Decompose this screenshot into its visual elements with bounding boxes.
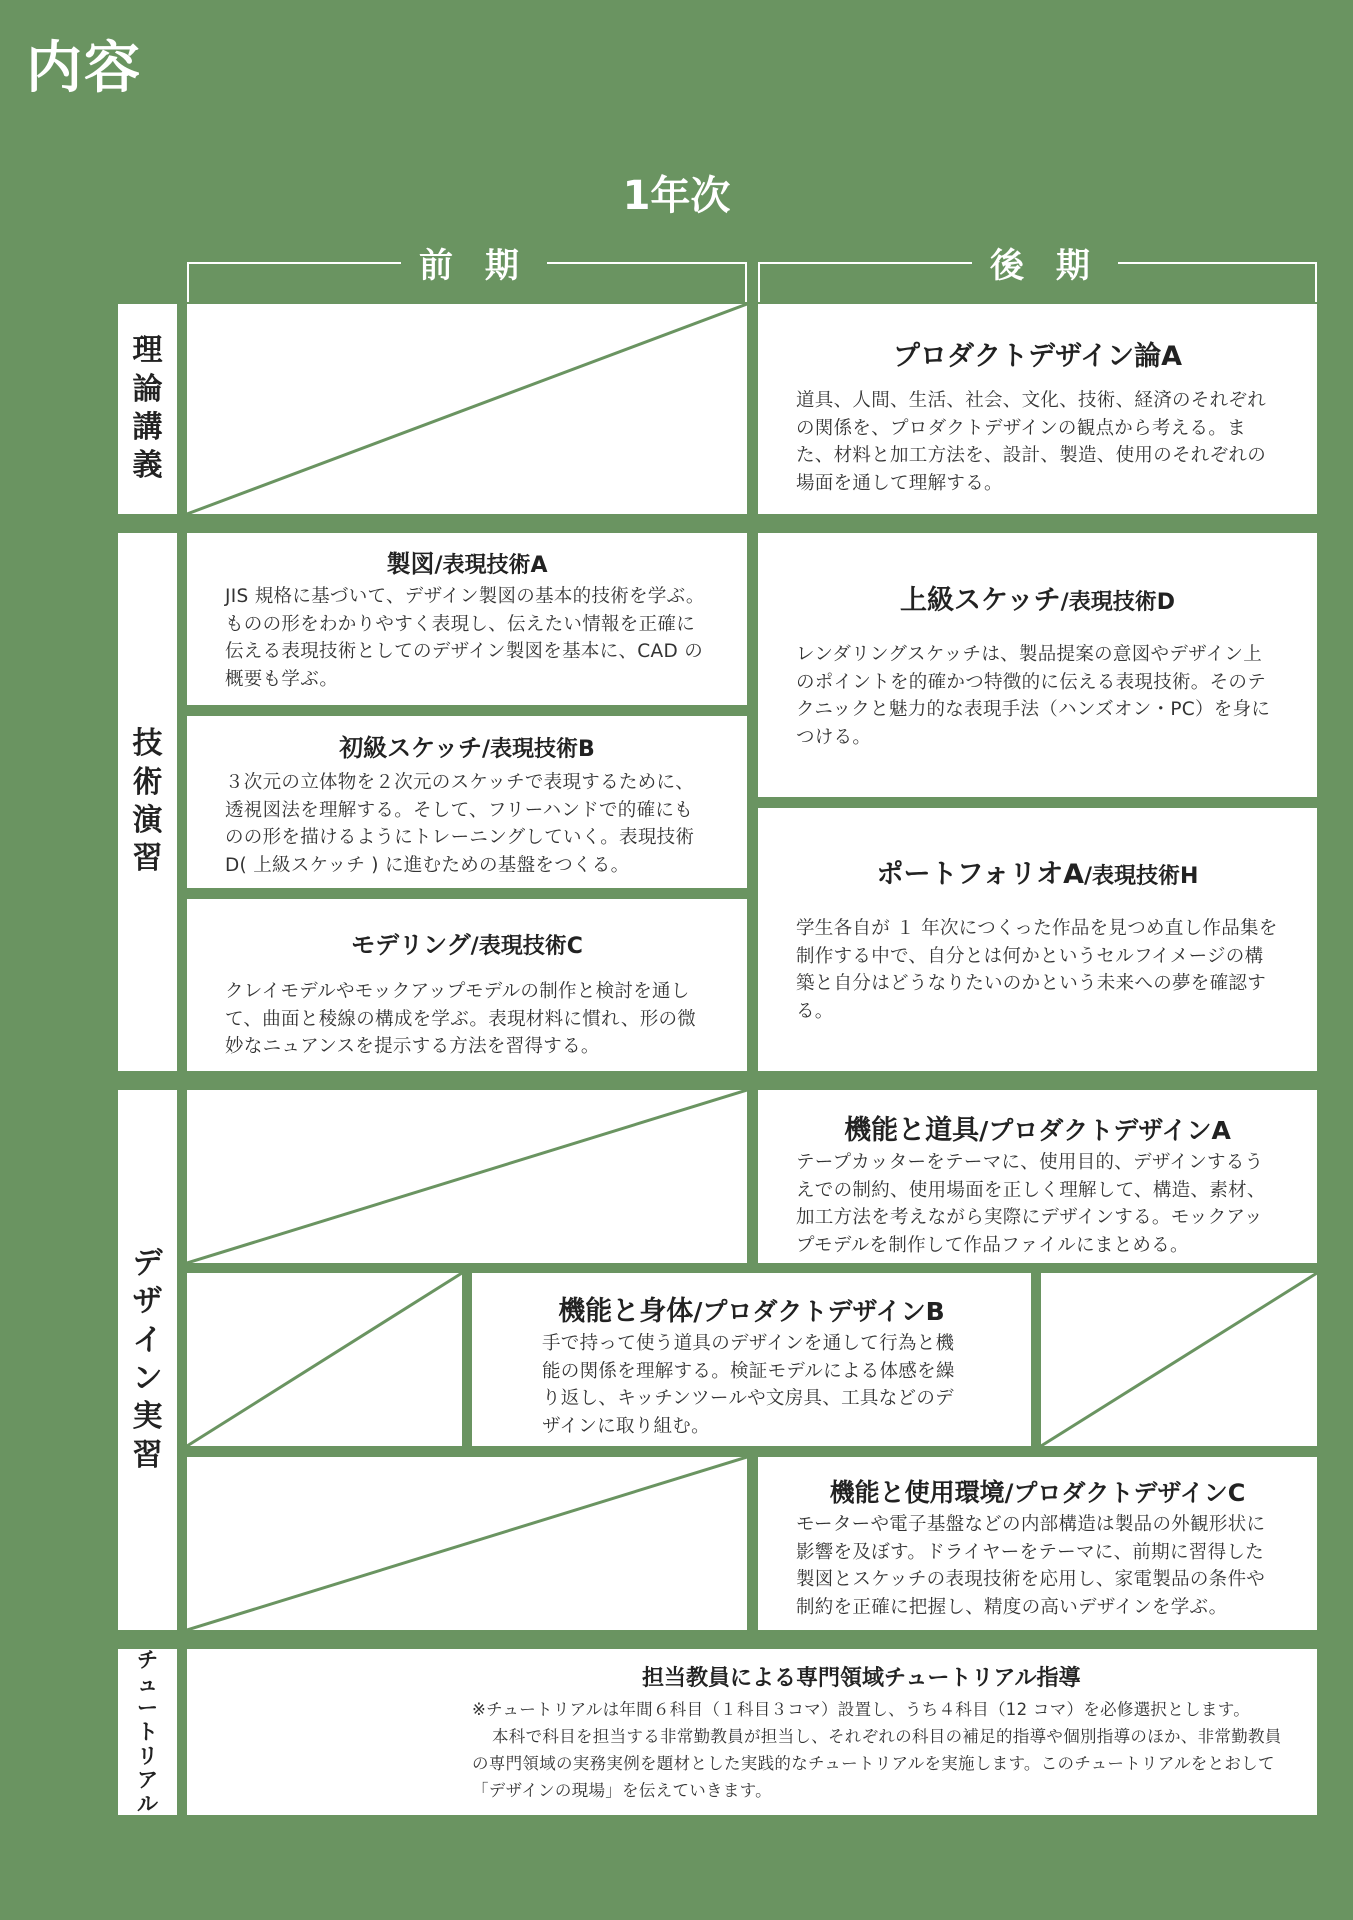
cell-title-main: 機能と使用環境 <box>829 1478 1005 1507</box>
row-label-char: 義 <box>132 448 163 484</box>
row-label-char: 理 <box>132 333 163 369</box>
empty-cell-design-a-first <box>187 1090 747 1263</box>
cell-title <box>542 1289 961 1328</box>
empty-cell-design-c-first <box>187 1457 747 1630</box>
cell-title <box>225 728 709 763</box>
cell-title-sub: /プロダクトデザインA <box>979 1116 1231 1145</box>
cell-title-main: 担当教員による専門領域チュートリアル指導 <box>642 1666 1081 1691</box>
cell-title-main: 初級スケッチ <box>339 734 482 762</box>
row-label-tutorial <box>118 1649 177 1815</box>
cell-text: 手で持って使う道具のデザインを通して行為と機能の関係を理解する。検証モデルによる体感を繰り返し、キッチンツールや文房具、工具などのデザインに取り組む。 <box>542 1333 955 1437</box>
row-label-char: 講 <box>132 410 163 445</box>
cell-title <box>796 578 1279 617</box>
cell-title-sub: /表現技術C <box>470 934 583 959</box>
cell-text: 道具、人間、生活、社会、文化、技術、経済のそれぞれの関係を、プロダクトデザインの観点から考える。また、材料と加工方法を、設計、製造、使用のそれぞれの場面を通して理解する。 <box>796 390 1267 494</box>
cell-title-main: 機能と身体 <box>558 1296 694 1327</box>
year-title: 1年次 <box>622 173 731 219</box>
cell-text: テープカッターをテーマに、使用目的、デザインするうえでの制約、使用場面を正しく理解して、構造、素材、加工方法を考えながら実際にデザインする。モックアップモデルを制作して作品ファイルにまとめる。 <box>796 1152 1266 1256</box>
cell-title-main: 上級スケッチ <box>900 585 1061 616</box>
diagonal-slash <box>187 1457 747 1630</box>
cell-drafting <box>187 533 747 705</box>
cell-function-tools <box>758 1090 1317 1263</box>
cell-title-sub: /表現技術B <box>482 737 595 762</box>
empty-cell-design-b-left <box>187 1273 462 1446</box>
cell-tutorial <box>187 1649 1317 1815</box>
cell-title-sub: /プロダクトデザインC <box>1004 1479 1246 1507</box>
cell-title-sub: /表現技術A <box>434 553 548 578</box>
row-label-char: デ <box>132 1245 163 1281</box>
cell-function-body <box>472 1273 1031 1446</box>
second-term-label: 後 期 <box>972 238 1118 287</box>
cell-portfolio <box>758 808 1317 1071</box>
tutorial-note: ※チュートリアルは年間６科目（１科目３コマ）設置し、うち４科目（12 コマ）を必修選択とします。 <box>472 1700 1250 1719</box>
cell-text: レンダリングスケッチは、製品提案の意図やデザイン上のポイントを的確かつ特徴的に伝える表現技術。そのテクニックと魅力的な表現手法（ハンズオン・PC）を身につける。 <box>796 644 1271 748</box>
cell-pd-theory-a <box>758 304 1317 514</box>
empty-cell-design-b-right <box>1041 1273 1317 1446</box>
diagonal-slash <box>187 304 747 514</box>
cell-text: モーターや電子基盤などの内部構造は製品の外観形状に影響を及ぼす。ドライヤーをテーマに、前期に習得した製図とスケッチの表現技術を応用し、家電製品の条件や制約を正確に把握し、精度の高いデザインを学ぶ。 <box>796 1514 1266 1618</box>
row-label-char: ー <box>137 1695 158 1720</box>
row-label-char: イ <box>132 1322 163 1358</box>
cell-title-main: プロダクトデザイン論A <box>892 341 1182 372</box>
cell-modeling <box>187 899 747 1071</box>
row-label-design <box>118 1090 177 1630</box>
diagonal-slash <box>187 1273 462 1446</box>
row-label-char: 習 <box>132 1437 163 1473</box>
cell-basic-sketch <box>187 716 747 888</box>
cell-title-sub: /表現技術H <box>1084 864 1199 889</box>
row-label-char: ト <box>137 1719 158 1744</box>
tutorial-text: 本科で科目を担当する非常勤教員が担当し、それぞれの科目の補足的指導や個別指導のほか、非常勤教員の専門領域の実務実例を題材とした実践的なチュートリアルを実施します。このチュートリアルをとおして「デザインの現場」を伝えていきます。 <box>472 1727 1282 1800</box>
page-title: 内容 <box>26 36 142 101</box>
cell-title-main: ポートフォリオA <box>876 859 1084 890</box>
row-label-char: 技 <box>132 726 163 762</box>
row-label-char: ュ <box>137 1671 158 1696</box>
row-label-char: リ <box>137 1744 158 1769</box>
cell-title <box>796 334 1279 373</box>
cell-title <box>225 544 709 579</box>
empty-cell-theory-first <box>187 304 747 514</box>
row-label-theory <box>118 304 177 514</box>
row-label-char: 術 <box>132 764 163 800</box>
cell-title-main: 機能と道具 <box>844 1115 980 1146</box>
cell-text: JIS 規格に基づいて、デザイン製図の基本的技術を学ぶ。ものの形をわかりやすく表現し、伝えたい情報を正確に伝える表現技術としてのデザイン製図を基本に、CAD の概要も学ぶ。 <box>225 586 705 690</box>
cell-title <box>796 852 1279 891</box>
row-label-char: ザ <box>132 1284 163 1320</box>
first-term-label: 前 期 <box>401 238 547 287</box>
cell-title <box>796 1473 1279 1509</box>
row-label-char: ル <box>137 1792 158 1817</box>
row-label-char: 論 <box>132 371 163 407</box>
row-label-char: 実 <box>132 1399 163 1435</box>
row-label-technique <box>118 533 177 1071</box>
cell-text: クレイモデルやモックアップモデルの制作と検討を通して、曲面と稜線の構成を学ぶ。表現材料に慣れ、形の微妙なニュアンスを提示する方法を習得する。 <box>225 981 697 1057</box>
cell-title-sub: /プロダクトデザインB <box>693 1297 945 1326</box>
cell-title <box>796 1108 1279 1147</box>
row-label-char: ン <box>132 1361 163 1396</box>
row-label-char: ア <box>137 1768 158 1793</box>
cell-function-env <box>758 1457 1317 1630</box>
cell-title <box>225 925 709 960</box>
row-label-char: 演 <box>132 803 163 838</box>
cell-advanced-sketch <box>758 533 1317 797</box>
diagonal-slash <box>1041 1273 1317 1446</box>
cell-title-main: モデリング <box>351 931 471 959</box>
row-label-char: チ <box>137 1647 158 1672</box>
cell-title-main: 製図 <box>386 550 435 578</box>
cell-text: ３次元の立体物を２次元のスケッチで表現するために、透視図法を理解する。そして、フリーハンドで的確にものの形を描けるようにトレーニングしていく。表現技術 D( 上級スケッチ ) に進むための基盤をつくる。 <box>225 772 695 876</box>
diagonal-slash <box>187 1090 747 1263</box>
cell-title <box>472 1661 1293 1692</box>
row-label-char: 習 <box>132 841 163 877</box>
cell-title-sub: /表現技術D <box>1060 590 1175 615</box>
cell-text: 学生各自が １ 年次につくった作品を見つめ直し作品集を制作する中で、自分とは何かというセルフイメージの構築と自分はどうなりたいのかという未来への夢を確認する。 <box>796 918 1278 1022</box>
